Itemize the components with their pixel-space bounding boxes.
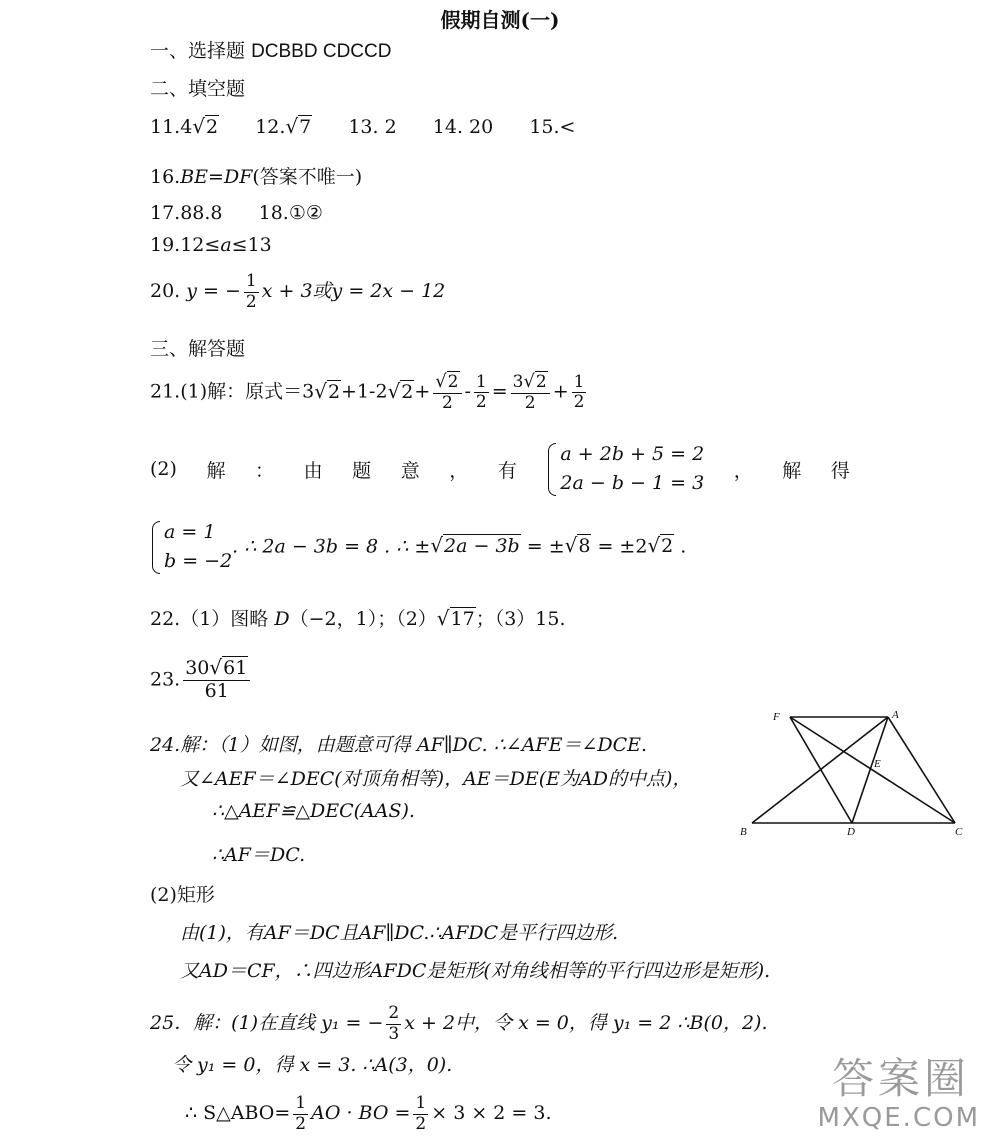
section2-heading: 二、填空题 [150,78,246,100]
segment-ad [852,717,888,823]
q21-2-d: 由 [303,459,323,482]
q21-2-rad3: 2 [661,535,674,558]
q22-line [150,604,566,631]
section3-heading: 三、解答题 [150,338,246,360]
q21-2-sqrt3: √2 [647,533,674,558]
q12-radicand: 7 [299,116,312,138]
q21-2-c: ： [255,459,275,482]
q21-2-b: 解 [206,459,226,482]
q24-line1: 24.解：（1）如图，由题意可得 AF∥DC. ∴∠AFE＝∠DCE. [150,734,648,756]
q21-2-j: 解 [782,459,802,482]
q21-2-rad1: 2a − 3b [444,535,520,558]
q21-2-sys1: a + 2b + 5 = 2 [560,443,705,465]
label-e: E [874,758,881,770]
q21-1-frac3: $\frac{3√2}{2}$ [511,372,550,413]
q21-2-i: ， [733,459,753,482]
q19-left: 19.12≤ [150,234,221,256]
q25-line3 [185,1094,552,1134]
q21-1-f2-num: 1 [475,371,487,392]
q20-expr-a: y = − [186,280,241,303]
label-f: F [773,711,780,723]
q25-l3-f2-num: 1 [415,1093,427,1113]
geometry-figure [735,705,975,845]
q23-fraction: $\frac{30√61}{61}$ [183,656,250,703]
q25-fraction [386,1004,401,1044]
q24-line3: ∴△AEF≌△DEC(AAS). [212,800,415,822]
q11-radicand: 2 [206,116,219,138]
q22-radicand: 17 [450,608,475,630]
q20-frac-den: 2 [245,291,257,312]
q25-l3-f2-den: 2 [415,1113,427,1134]
watermark-url: MXQE.COM [817,1103,980,1133]
q25-l3-f1-den: 2 [295,1113,307,1134]
q23-number: 23. [150,668,181,691]
q25-l3-c: × 3 × 2 = 3. [431,1102,552,1125]
q22-a: 22.（1）图略 [150,608,275,630]
section1-line [150,36,391,63]
q21-1-f1-rad: 2 [447,372,459,392]
label-c: C [955,826,963,838]
segment-ac [888,717,955,823]
q20-fraction [244,272,259,312]
q23-frac-pre: 30 [185,657,210,679]
q25-l3-f1-num: 1 [295,1093,307,1113]
q21-2-res2: b = −2 [164,550,233,573]
q21-2-tail4: . [674,535,687,558]
q21-2-system [546,440,704,499]
q21-1-rad1: 2 [327,380,341,403]
q21-2-g: ， [449,459,469,482]
q23-frac-rad: 61 [223,657,248,679]
q20-line [150,272,445,312]
q25-frac-num: 2 [388,1003,400,1023]
q24-line6: 由(1)，有AF＝DC且AF∥DC.∴AFDC是平行四边形. [180,922,619,944]
label-a: A [892,709,899,721]
label-b: B [740,826,747,838]
q22-c: （−2，1）；（2） [289,608,437,630]
q21-2-e: 题 [352,459,372,482]
q21-2-rad2: 8 [578,535,591,558]
q21-2-sys2: 2a − b − 1 = 3 [560,472,705,495]
q21-1-rad2: 2 [401,380,414,403]
q21-2-f: 意 [400,459,420,482]
segment-ab [752,717,888,823]
q25-frac-den: 3 [388,1023,400,1044]
q19-line [150,234,272,256]
q21-2-sqrt1: √2a − 3b [430,533,520,558]
q21-1-eq: = [491,380,508,403]
q17-answer: 17.88.8 [150,202,223,224]
q21-1-f3-rad: 2 [535,372,547,392]
q25-l3-frac1 [293,1094,308,1134]
q11-sqrt: √2 [192,114,219,138]
label-d: D [847,826,855,838]
section1-answers: DCBBD CDCCD [251,41,392,62]
q22-d: ；（3）15. [475,608,566,630]
q21-2-result [150,518,232,577]
q25-b: x + 2中，令 x = 0，得 y₁ = 2 ∴B(0，2). [404,1012,768,1035]
q20-frac-num: 1 [245,271,257,291]
q25-l3-frac2 [413,1094,428,1134]
q21-2-sqrt2: √8 [564,533,591,558]
q21-part2-result-line [150,518,686,577]
q21-1-f4-num: 1 [573,371,585,392]
q12-sqrt: √7 [285,114,312,138]
q16-line [150,162,362,189]
q19-right: ≤13 [231,234,272,256]
watermark-logo-text: 答案圈 [831,1054,970,1103]
q21-2-tail3: = ±2 [591,535,648,558]
q21-part1-line [150,372,589,413]
q21-1-mid: +1-2 [341,380,388,403]
q15-answer: 15.< [529,116,576,138]
q25-line2: 令 y₁ = 0，得 x = 3. ∴A(3，0). [172,1054,453,1076]
segment-fd [790,717,852,823]
q21-2-k: 得 [830,459,850,482]
q25-a: 25．解：(1)在直线 y₁ = − [150,1012,384,1035]
q21-1-label: 21.(1)解：原式＝3 [150,380,315,403]
q24-line4: ∴AF＝DC. [212,844,306,866]
q24-line7: 又AD＝CF，∴四边形AFDC是矩形(对角线相等的平行四边形是矩形). [180,960,771,982]
q21-2-a: (2) [150,458,177,481]
q19-variable: a [220,234,232,256]
q21-2-h: 有 [497,459,517,482]
q25-l3-b: AO · BO = [311,1102,411,1125]
q20-number: 20. [150,280,181,303]
q21-2-tail1: . ∴ 2a − 3b = 8 . ∴ ± [232,535,431,558]
q22-b: D [274,608,290,630]
segment-fc [790,717,955,823]
q22-sqrt: √17 [436,606,475,630]
q21-1-frac1: $\frac{√2}{2}$ [433,372,461,413]
q24-line5: (2)矩形 [150,884,215,906]
q18-answer: 18.①② [258,202,323,224]
q17-18-line [150,202,323,224]
q21-1-minus: - [464,380,471,403]
q23-line [150,656,253,703]
q25-l3-a: ∴ S△ABO= [185,1102,291,1125]
q21-1-frac2 [474,373,489,413]
q21-1-f1-den: 2 [441,392,453,413]
q21-2-res1: a = 1 [164,521,216,543]
q21-part2-line [150,440,850,499]
q11-label: 11.4 [150,116,193,138]
q21-1-f3-pre: 3 [512,372,524,392]
q11-15-line [150,114,575,138]
q21-1-plus: + [414,380,431,403]
q25-line1 [150,1004,768,1044]
q21-1-frac4 [572,373,587,413]
q21-1-sqrt1: √2 [314,378,341,403]
q13-answer: 13. 2 [348,116,397,138]
q21-1-f3-den: 2 [524,392,536,413]
q21-1-f4-den: 2 [573,392,585,413]
page-title: 假期自测(一) [440,8,560,32]
q21-2-tail2: = ± [520,535,565,558]
q21-1-sqrt2: √2 [387,378,414,403]
q12-label: 12. [255,116,286,138]
q14-answer: 14. 20 [432,116,494,138]
q24-line2: 又∠AEF＝∠DEC(对顶角相等)，AE＝DE(E为AD的中点)， [180,768,692,790]
section1-heading: 一、选择题 [150,40,246,62]
q16-number: 16. [150,166,181,188]
q21-1-f2-den: 2 [475,392,487,413]
q16-expression: BE=DF [180,166,253,188]
q23-frac-den: 61 [204,679,229,702]
q21-1-plus2: + [552,380,569,403]
q16-note: (答案不唯一) [252,166,363,188]
q20-expr-b: x + 3或y = 2x − 12 [261,280,446,303]
